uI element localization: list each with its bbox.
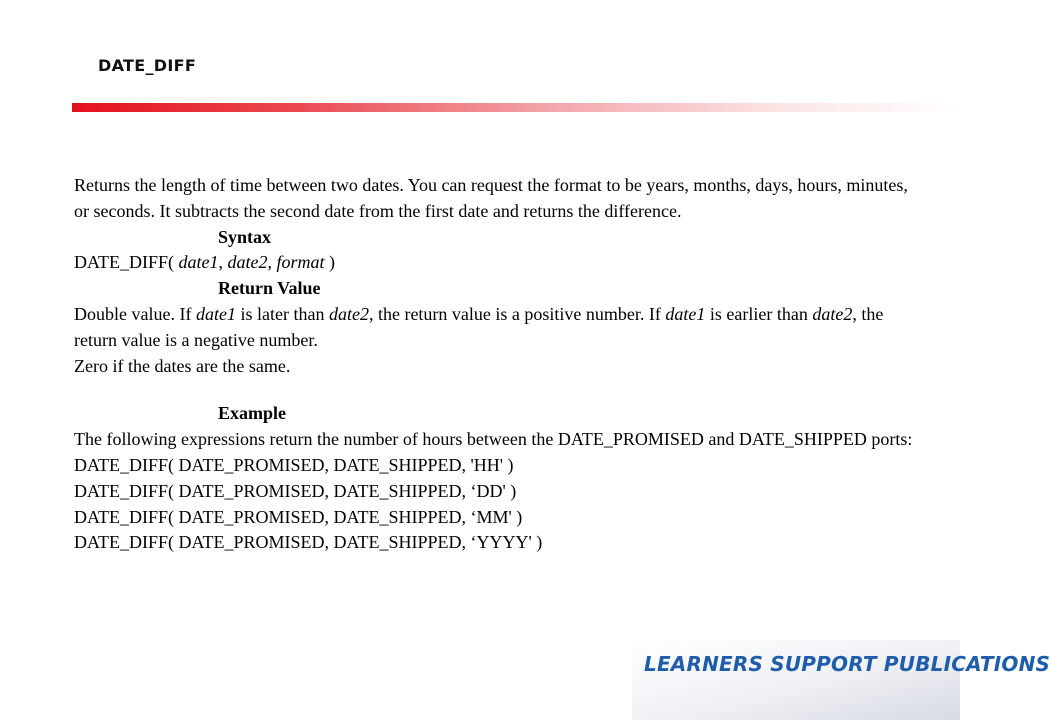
example-intro: The following expressions return the number of hours between the DATE_PROMISED and DATE_SHIPPED ports: [74, 429, 913, 450]
return-value-text [74, 302, 920, 354]
syntax-arg-date2: date2 [227, 252, 268, 273]
return-value-heading: Return Value [218, 278, 321, 299]
syntax-arg-format: format [276, 252, 325, 273]
return-text-part: is later than [235, 303, 329, 324]
syntax-prefix: DATE_DIFF( [74, 252, 179, 273]
publisher-logo [632, 640, 1050, 720]
syntax-heading: Syntax [218, 226, 272, 247]
return-text-part: , the return value is a negative number. [74, 303, 884, 350]
syntax-separator: , [267, 252, 277, 273]
return-var-date2: date2 [812, 303, 853, 324]
syntax-arg-date1: date1 [178, 252, 219, 273]
spacer [74, 379, 920, 401]
publisher-logo-text: LEARNERS SUPPORT PUBLICATIONS [644, 652, 1050, 676]
example-expression: DATE_DIFF( DATE_PROMISED, DATE_SHIPPED, 'HH' ) [74, 454, 514, 475]
example-heading: Example [218, 403, 287, 424]
return-text-part: Double value. If [74, 303, 196, 324]
title-rule [72, 103, 960, 112]
example-expression: DATE_DIFF( DATE_PROMISED, DATE_SHIPPED, ‘MM' ) [74, 506, 523, 527]
description-text: Returns the length of time between two dates. You can request the format to be years, months, days, hours, minutes, or seconds. It subtracts the second date from the first date and returns the difference. [74, 175, 908, 221]
return-var-date2: date2 [328, 303, 369, 324]
zero-note: Zero if the dates are the same. [74, 355, 291, 376]
return-var-date1: date1 [665, 303, 706, 324]
syntax-suffix: ) [324, 252, 336, 273]
slide-title: DATE_DIFF [98, 56, 197, 75]
syntax-separator: , [218, 252, 228, 273]
example-expression: DATE_DIFF( DATE_PROMISED, DATE_SHIPPED, ‘YYYY' ) [74, 532, 543, 553]
return-var-date1: date1 [195, 303, 236, 324]
return-text-part: is earlier than [705, 303, 813, 324]
slide-content [74, 173, 920, 556]
example-expression: DATE_DIFF( DATE_PROMISED, DATE_SHIPPED, ‘DD' ) [74, 480, 517, 501]
return-text-part: , the return value is a positive number. If [368, 303, 666, 324]
syntax-line [74, 250, 920, 276]
